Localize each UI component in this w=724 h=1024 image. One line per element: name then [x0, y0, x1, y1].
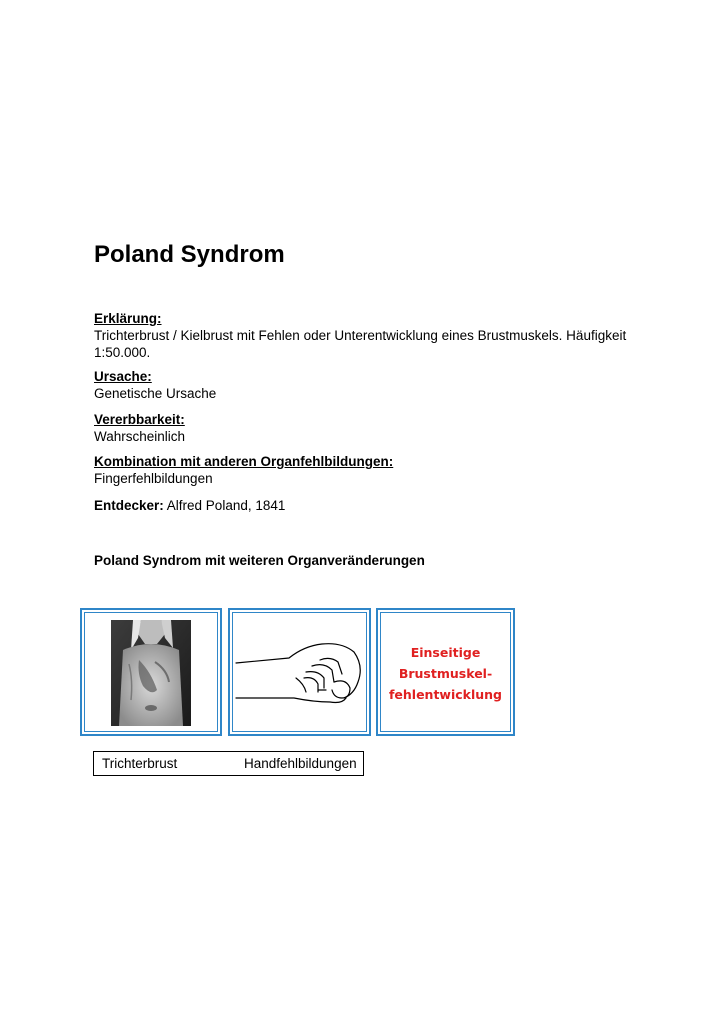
heredity-text: Wahrscheinlich: [94, 429, 186, 444]
caption-trichterbrust: Trichterbrust: [102, 756, 178, 771]
caption-handfehlbildungen: Handfehlbildungen: [244, 756, 357, 771]
pectoral-muscle-text: [378, 642, 513, 705]
pectoral-muscle-card: [376, 608, 515, 736]
images-subheading: Poland Syndrom mit weiteren Organveränderungen: [94, 553, 425, 568]
combination-label: Kombination mit anderen Organfehlbildungen:: [94, 454, 394, 469]
red-text-line-1: Einseitige: [410, 645, 481, 660]
caption-box: [93, 751, 364, 776]
red-text-line-3: fehlentwicklung: [388, 687, 503, 702]
explanation-section: [94, 310, 639, 361]
page-title: Poland Syndrom: [94, 241, 285, 268]
heredity-section: [94, 411, 639, 445]
cause-text: Genetische Ursache: [94, 386, 217, 401]
hand-icon: [234, 638, 364, 708]
heredity-label: Vererbbarkeit:: [94, 412, 185, 427]
chest-photo-icon: [111, 620, 191, 726]
discoverer-text: Alfred Poland, 1841: [163, 498, 286, 513]
chest-photo-image: [111, 620, 191, 726]
explanation-text: Trichterbrust / Kielbrust mit Fehlen oder Unterentwicklung eines Brustmuskels. Häufigkeit 1:50.000.: [94, 328, 627, 360]
cause-label: Ursache:: [94, 369, 152, 384]
combination-text: Fingerfehlbildungen: [94, 471, 213, 486]
explanation-label: Erklärung:: [94, 311, 162, 326]
hand-drawing-card: [228, 608, 371, 736]
combination-section: [94, 453, 639, 487]
discoverer-section: [94, 497, 639, 514]
hand-drawing: [234, 638, 364, 708]
red-text-line-2: Brustmuskel-: [398, 666, 493, 681]
cause-section: [94, 368, 639, 402]
discoverer-label: Entdecker:: [94, 498, 164, 513]
chest-photo-card: [80, 608, 222, 736]
